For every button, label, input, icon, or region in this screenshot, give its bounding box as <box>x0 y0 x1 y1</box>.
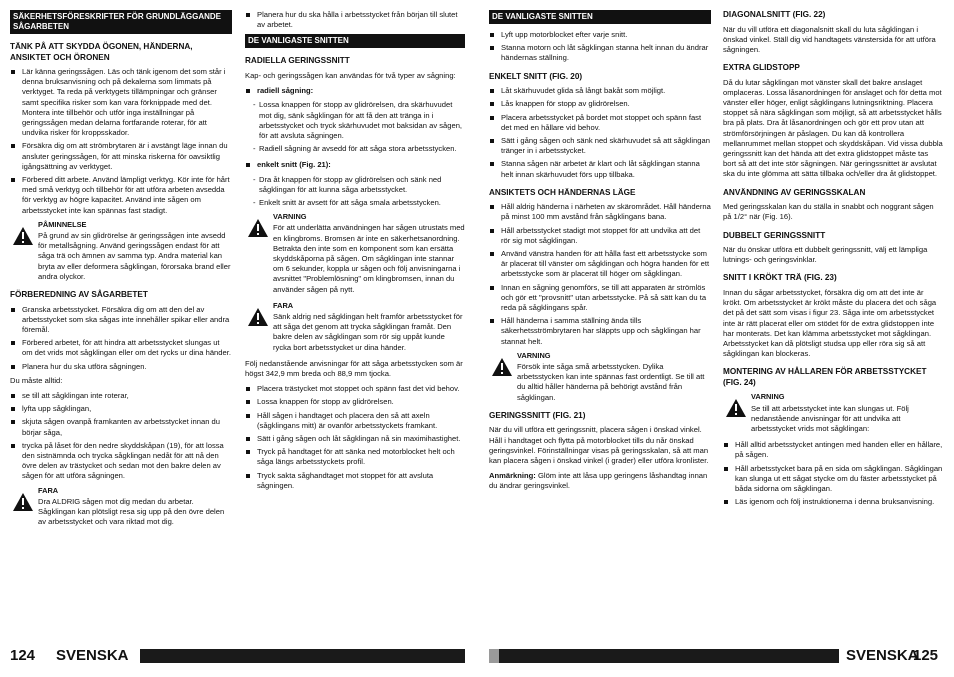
column-2 <box>245 10 465 495</box>
scale-text: Med geringsskalan kan du ställa in snabbt och noggrant sågen på 1/2° när (Fig. 16). <box>723 202 934 222</box>
list-item: Håll aldrig händerna i närheten av skärområdet. Håll händerna på minst 100 mm avstånd från sågklingans bana. <box>489 202 711 222</box>
list-item: Försäkra dig om att strömbrytaren är i avstängt läge innan du ansluter geringssågen, för att minska riskerna för oavsiktlig igångsättning av verktyget. <box>10 141 232 172</box>
list-item: Förbered ditt arbete. Använd lämpligt verktyg. Kör inte för hårt med små verktyg och tillbehör för att utföra arbeten avsedda för verktyg av högre kapacitet. Använd inte sågen om arbetsstycket inte kan spännas fast stadigt. <box>10 175 232 216</box>
list-safety-1 <box>10 67 232 216</box>
list-item: Förbered arbetet, för att hindra att arbetsstycket slungas ut om det vrids mot sågklingan eller om det rycks ur dina händer. <box>10 338 232 358</box>
list-simple <box>245 160 465 170</box>
dash-item: - Enkelt snitt är avsett för att såga smala arbetsstycken. <box>245 198 465 208</box>
warning-title: VARNING <box>273 212 307 222</box>
list-item: Håll sågen i handtaget och placera den så att axeln (sågklingans mitt) är ovanför arbetsstyckets framkant. <box>245 411 465 431</box>
dimensions-text: Följ nedanstående anvisningar för att såga arbetsstycken som är högst 342,9 mm breda och 88,9 mm tjocka. <box>245 358 463 378</box>
list-item: Stanna sågen när arbetet är klart och låt sågklingan stanna helt innan skärhuvudet förs upp tillbaka. <box>489 159 711 179</box>
list-item: Stanna motorn och låt sågklingan stanna helt innan du ändrar händernas ställning. <box>489 43 711 63</box>
list-simple-cut <box>489 86 711 180</box>
note-text: Glöm inte att låsa upp geringens låshandtag innan du ändrar geringsvinkel. <box>489 471 708 491</box>
warning-icon <box>12 226 34 246</box>
danger-text: Sänk aldrig ned sågklingan helt framför arbetsstycket för att såga det genom att trycka sågklingan framåt. Den bakre delen av sågklingan som rör sig uppåt kunde rycka bort arbetsstycket ur dina händer. <box>273 311 463 352</box>
note <box>489 471 711 491</box>
bevel-text: När du vill utföra ett diagonalsnitt skall du luta sågklingan i önskad vinkel. Ställ dig vid handtagets vänstersida för att utföra sågningen. <box>723 24 936 54</box>
column-3 <box>489 10 711 497</box>
footer-right <box>489 647 944 664</box>
heading-preparation: FÖRBEREDNING AV SÅGARBETET <box>10 290 148 300</box>
list-item: Planera hur du ska hålla i arbetsstycket från början till slutet av arbetet. <box>245 10 465 30</box>
list-item: Sätt i gång sågen och låt sågklingan nå sin maximihastighet. <box>245 434 465 444</box>
heading-radial: RADIELLA GERINGSSNITT <box>245 56 350 66</box>
warning-icon <box>247 307 269 327</box>
list-item: Lär känna geringssågen. Läs och tänk igenom det som står i denna bruksanvisning och på dekalerna som limmats på verktyget. Ta reda på verktygets tillämpningar och gränser samt specifika risker som kan vara förknippade med det. Montera inte tillbehör och utför inga inställningar på geringssågen medan delarna fortfarande roterar, för att undvika risker för kroppsskador. <box>10 67 232 138</box>
column-4 <box>723 10 943 511</box>
warning-title: VARNING <box>517 350 551 360</box>
list-hands <box>489 202 711 347</box>
list-item: Lyft upp motorblocket efter varje snitt. <box>489 30 711 40</box>
list-preparation <box>10 305 232 372</box>
danger-box <box>10 486 232 528</box>
heading-clamp: MONTERING AV HÅLLAREN FÖR ARBETSSTYCKET (FIG. 24) <box>723 367 927 387</box>
language-label-left: SVENSKA <box>56 647 129 664</box>
list-plan <box>245 10 465 30</box>
list-item: Låt skärhuvudet glida så långt bakåt som möjligt. <box>489 86 711 96</box>
page-number-left: 124 <box>10 647 36 664</box>
heading-miter-cut: GERINGSSNITT (FIG. 21) <box>489 410 586 420</box>
warning-icon <box>12 492 34 512</box>
heading-scale: ANVÄNDNING AV GERINGSSKALAN <box>723 187 866 197</box>
list-clamp <box>723 440 943 507</box>
dash-item: - Radiell sågning är avsedd för att såga stora arbetsstycken. <box>245 144 465 154</box>
reminder-box <box>10 220 232 282</box>
list-item: Placera trästycket mot stoppet och spänn fast det vid behov. <box>245 384 465 394</box>
list-item: Lossa knappen för stopp av glidrörelsen. <box>245 397 465 407</box>
warning-title: VARNING <box>751 392 785 402</box>
column-1 <box>10 10 232 533</box>
list-item: Använd vänstra handen för att hålla fast ett arbetsstycke som är placerat till vänster om sågklingan och högra handen för ett arbetsstycke som är placerat till höger om sågklingan. <box>489 249 711 280</box>
intro-text: Kap- och geringssågen kan användas för två typer av sågning: <box>245 70 456 80</box>
list-item: Sätt i gång sågen och sänk ned skärhuvudet så att sågklingan tränger in i arbetsstycket. <box>489 136 711 156</box>
section-header: SÄKERHETSFÖRESKRIFTER FÖR GRUNDLÄGGANDE SÅGARBETEN <box>10 10 232 34</box>
reminder-title: PÅMINNELSE <box>38 219 87 229</box>
warning-box <box>723 392 943 434</box>
dash-item: - Lossa knappen för stopp av glidrörelsen, dra skärhuvudet mot dig, sänk sågklingan för att få den att tränga in i arbetsstycket och tryck skärhuvudet mot baksidan av sågen, för att avsluta sågningen. <box>245 100 465 141</box>
danger-title: FARA <box>38 485 59 495</box>
list-item: Innan en sågning genomförs, se till att apparaten är strömlös och gör ett "provsnitt" utan arbetsstycke. På så sätt kan du ta reda på sågklingans spår. <box>489 283 711 314</box>
must-label: Du måste alltid: <box>10 375 63 385</box>
warning-box <box>489 351 711 403</box>
danger-text: Dra ALDRIG sågen mot dig medan du arbetar. Sågklingan kan plötsligt resa sig upp på den övre delen av arbetsstycket och vara riktad mot dig. <box>38 496 225 527</box>
list-item: Läs igenom och följ instruktionerna i denna bruksanvisning. <box>723 497 943 507</box>
list-item: enkelt snitt (Fig. 21): <box>245 160 465 170</box>
language-label-right: SVENSKA <box>846 647 919 664</box>
warning-icon <box>491 357 513 377</box>
heading-bevel: DIAGONALSNITT (FIG. 22) <box>723 10 826 19</box>
heading-extra-fence: EXTRA GLIDSTOPP <box>723 63 800 73</box>
danger-title: FARA <box>273 300 294 310</box>
miter-text: När du vill utföra ett geringssnitt, placera sågen i önskad vinkel. Håll i handtaget och flytta på motorblocket tills du når önskad geringsvinkel. Förinställningar visas på geringsskalan, så att man kan placera sågen i önskad vinkel (i grader) eller utföra kronlister. <box>489 425 709 465</box>
section-header: DE VANLIGASTE SNITTEN <box>245 34 465 48</box>
list-item: Tryck sakta såghandtaget mot stoppet för att avsluta sågningen. <box>245 471 465 491</box>
list-item: Håll arbetsstycket stadigt mot stoppet för att undvika att det rör sig mot sågklingan. <box>489 226 711 246</box>
dash-item: - Dra åt knappen för stopp av glidrörelsen och sänk ned sågklingan för att kunna såga arbetsstycket. <box>245 175 465 195</box>
list-item: Håll händerna i samma ställning ända tills säkerhetsströmbrytaren har släppts upp och sågklingan har stannat helt. <box>489 316 711 347</box>
list-item: skjuta sågen ovanpå framkanten av arbetsstycket innan du börjar såga, <box>10 417 232 437</box>
list-item: Håll arbetsstycket bara på en sida om sågklingan. Sågklingan kan slunga ut ett sågat stycke om du fäster arbetsstycket på båda sidorna om sågklingan. <box>723 464 943 495</box>
note-label: Anmärkning: <box>489 471 536 481</box>
footer-bar-right-light <box>489 649 499 663</box>
page-number-right: 125 <box>913 647 939 664</box>
list-item: Tryck på handtaget för att sänka ned motorblocket helt och såga längs arbetsstyckets profil. <box>245 447 465 467</box>
list-steps <box>245 384 465 491</box>
list-always <box>10 391 232 482</box>
heading-bowed: SNITT I KRÖKT TRÄ (FIG. 23) <box>723 273 837 283</box>
warning-icon <box>725 398 747 418</box>
list-item: Håll alltid arbetsstycket antingen med handen eller en hållare, på sågen. <box>723 440 943 460</box>
heading-compound: DUBBELT GERINGSSNITT <box>723 230 826 240</box>
list-radial <box>245 86 465 96</box>
list-item: radiell sågning: <box>245 86 465 96</box>
footer-bar-right <box>499 649 839 663</box>
heading-protect: TÄNK PÅ ATT SKYDDA ÖGONEN, HÄNDERNA, ANSIKTET OCH ÖRONEN <box>10 42 193 62</box>
footer-bar-left <box>140 649 465 663</box>
warning-text: Se till att arbetsstycket inte kan slungas ut. Följ nedanstående anvisningar för att undvika att arbetsstycket vrids mot sågklingan: <box>751 403 909 433</box>
heading-simple-cut: ENKELT SNITT (FIG. 20) <box>489 71 583 81</box>
list-item: Planera hur du ska utföra sågningen. <box>10 362 232 372</box>
list-item: Lås knappen för stopp av glidrörelsen. <box>489 99 711 109</box>
warning-icon <box>247 218 269 238</box>
footer-left <box>10 647 465 664</box>
warning-box <box>245 212 465 295</box>
danger-box <box>245 301 465 353</box>
list-after-cut <box>489 30 711 64</box>
list-item: lyfta upp sågklingan, <box>10 404 232 414</box>
bowed-text: Innan du sågar arbetsstycket, försäkra dig om att det inte är krökt. Om arbetsstycket är krökt måste du placera det och såga det på det sätt som visas i figur 23. Såga inte om arbetsstycket inte är rätt placerat eller om stödet för de extra glidstoppen inte har monterats. Det kan klämma arbetsstycket mot sågklingan. Arbetsstycket kan då plötsligt studsa upp eller röra sig så att sågklingan kan blockeras. <box>723 287 937 359</box>
compound-text: När du önskar utföra ett dubbelt geringssnitt, välj ett lämpliga lutnings- och geringsvinklar. <box>723 245 928 265</box>
list-item: se till att sågklingan inte roterar, <box>10 391 232 401</box>
list-item: Granska arbetsstycket. Försäkra dig om att den del av arbetsstycket som ska sågas inte innehåller spikar eller andra föremål. <box>10 305 232 336</box>
warning-text: För att underlätta användningen har sågen utrustats med en klingbroms. Bromsen är inte en säkerhetsanordning. Betrakta den inte som en komponent som kan ersätta skyddskåporna på sågen. Om sågklingan inte stannar om 6 sekunder, koppla ur sågen och följ anvisningarna i avsnittet "Problemlösning" om klingbromsen, innan du använder sågen på nytt. <box>273 223 465 294</box>
warning-text: Försök inte såga små arbetsstycken. Dylika arbetsstycken kan inte spännas fast ordentligt. Se till att du alltid håller händerna på behörigt avstånd från sågklingan. <box>517 362 705 402</box>
extra-fence-text: Då du lutar sågklingan mot vänster skall det bakre anslaget omplaceras. Lossa låsanordningen för anslaget och för detta mot vänster eller höger, enligt sågklingans lutningsriktning. Placera stoppet så nära sågklingan som möjligt, så att arbetsstycket hålls bra på plats. Dra åt låsanordningen och gör ett prov utan att strömförsörjningen är påslagen. Du kan då kontrollera mellanrummet mellan stoppet och skyddskåpan. Vid vissa dubbla geringssnitt kan det hända att det extra glidstoppet måste tas bort så att det inte stör sågningen. När geringssnittet är avslutat ska du inte glömma att sätta tillbaka och/eller dra åt glidstoppet. <box>723 77 943 179</box>
list-item: Placera arbetsstycket på bordet mot stoppet och spänn fast det med en hållare vid behov. <box>489 113 711 133</box>
list-item: trycka på låset för den nedre skyddskåpan (19), för att lossa den sistnämnda och trycka sågklingan nedåt för att nå den övre delen av trästycket och sedan mot den bakre delen av sågen för att utföra sågningen. <box>10 441 232 482</box>
reminder-text: På grund av sin glidrörelse är geringssågen inte avsedd för metallsågning. Använd geringssågen endast för att såga trä och ämnen av samma typ. Andra material kan bryta av eller deformera sågklingan, förorsaka brand eller andra olyckor. <box>38 231 231 281</box>
heading-hands-position: ANSIKTETS OCH HÄNDERNAS LÄGE <box>489 187 636 197</box>
section-header: DE VANLIGASTE SNITTEN <box>489 10 711 24</box>
